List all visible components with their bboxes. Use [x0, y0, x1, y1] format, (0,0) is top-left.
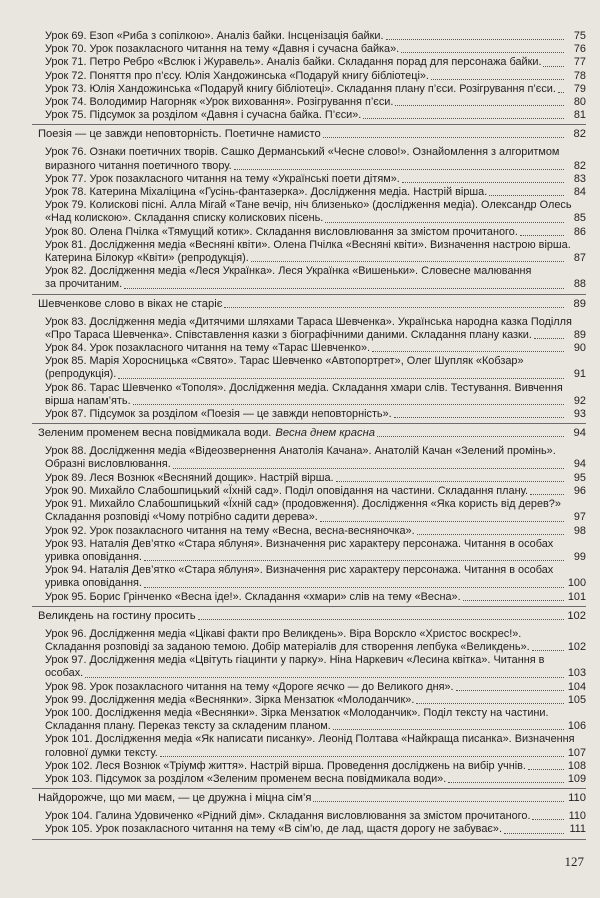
toc-entry — [45, 382, 586, 408]
entry-line: Складання розповіді «Чому потрібно садити дерева». — [45, 511, 318, 524]
entry-list — [32, 628, 586, 786]
entry-page: 87 — [573, 252, 586, 265]
dot-leader — [160, 756, 564, 757]
dot-leader — [133, 404, 564, 405]
entry-last-line — [45, 760, 586, 773]
entry-text — [45, 810, 586, 823]
entry-line: Урок 69. Езоп «Риба з сопілкою». Аналіз байки. Інсценізація байки. — [45, 30, 384, 42]
entry-line: Урок 97. Дослідження медіа «Цвітуть гіацинти у парку». Ніна Наркевич «Лесина квітка». Читання в — [45, 654, 545, 667]
entry-page: 101 — [567, 590, 586, 603]
entry-page: 100 — [567, 577, 586, 590]
entry-text — [45, 694, 586, 707]
entry-last-line — [45, 720, 586, 733]
entry-line: Урок 71. Петро Ребро «Вслюк і Журавель». Аналіз байки. Складання порад для персонажа байки. — [45, 56, 542, 69]
entry-text — [45, 199, 586, 225]
entry-text — [45, 760, 586, 773]
toc-section — [32, 789, 586, 839]
dot-leader — [85, 677, 564, 678]
entry-line: Урок 88. Дослідження медіа «Відеозвернення Анатолія Качана». Анатолій Качан «Зелений промінь». — [45, 445, 556, 458]
entry-line: Урок 91. Михайло Слабошпицький «Їхній сад» (продовження). Дослідження «Яка користь від дерев?» — [45, 498, 561, 511]
entry-last-line — [45, 591, 586, 604]
entry-last-line — [45, 458, 586, 471]
entry-line: Урок 99. Дослідження медіа «Веснянки». Зірка Мензатюк «Молоданчик». — [45, 693, 415, 706]
entry-page: 85 — [573, 212, 586, 225]
dot-leader — [320, 521, 564, 522]
entry-page: 78 — [573, 69, 586, 82]
dot-leader — [333, 729, 564, 730]
toc-entry — [45, 186, 586, 199]
entry-line: вірша напам’ять. — [45, 394, 131, 407]
entry-last-line — [45, 96, 586, 109]
toc-section — [32, 295, 586, 425]
entry-line: Урок 103. Підсумок за розділом «Зеленим променем весна повідмикала води». — [45, 772, 447, 785]
dot-leader — [504, 833, 564, 834]
section-title: Зеленим променем весна повідмикала води. — [38, 427, 272, 440]
entry-page: 84 — [573, 186, 586, 199]
entry-text — [45, 707, 586, 733]
entry-page: 79 — [573, 82, 586, 95]
entry-page: 82 — [573, 159, 586, 172]
entry-last-line — [45, 252, 586, 265]
entry-text — [45, 30, 586, 43]
toc-entry — [45, 485, 586, 498]
entry-last-line — [45, 810, 586, 823]
entry-last-line — [45, 577, 586, 590]
entry-text — [45, 823, 586, 836]
entry-line: головної думки тексту. — [45, 746, 158, 759]
entry-text — [45, 226, 586, 239]
dot-leader — [448, 782, 564, 783]
entry-text — [45, 485, 586, 498]
entry-text — [45, 342, 586, 355]
toc-entry — [45, 773, 586, 786]
entry-text — [45, 186, 586, 199]
section-title: Поезія — це завжди неповторність. Поетичне намисто — [38, 128, 321, 141]
toc-entry — [45, 694, 586, 707]
entry-page: 76 — [573, 43, 586, 56]
dot-leader — [401, 52, 564, 53]
entry-last-line — [45, 395, 586, 408]
entry-text — [45, 445, 586, 471]
entry-line: Урок 75. Підсумок за розділом «Давня і сучасна байка. П’єси». — [45, 109, 362, 122]
entry-text — [45, 83, 586, 96]
entry-last-line — [45, 551, 586, 564]
toc-entry — [45, 707, 586, 733]
dot-leader — [456, 690, 564, 691]
entry-line: Урок 96. Дослідження медіа «Цікаві факти про Великдень». Віра Ворскло «Христос воскрес!». — [45, 627, 522, 640]
toc-entry — [45, 681, 586, 694]
entry-text — [45, 316, 586, 342]
entry-page: 98 — [573, 524, 586, 537]
entry-last-line — [45, 329, 586, 342]
entry-line: уривка оповідання. — [45, 550, 142, 563]
dot-leader — [532, 650, 564, 651]
dot-leader — [363, 118, 564, 119]
entry-text — [45, 472, 586, 485]
entry-line: Урок 93. Наталія Дев’ятко «Стара яблуня». Визначення рис характеру персонажа. Читання в особах — [45, 537, 554, 550]
entry-last-line — [45, 186, 586, 199]
entry-last-line — [45, 408, 586, 421]
toc-entry — [45, 173, 586, 186]
entry-page: 107 — [567, 746, 586, 759]
entry-page: 96 — [573, 484, 586, 497]
entry-line: Урок 83. Дослідження медіа «Дитячими шляхами Тараса Шевченка». Українська народна казка Поділля — [45, 315, 572, 328]
entry-last-line — [45, 773, 586, 786]
dot-leader — [417, 534, 564, 535]
entry-list — [32, 445, 586, 603]
entry-page: 86 — [573, 225, 586, 238]
entry-line: Урок 89. Леся Вознюк «Весняний дощик». Настрій вірша. — [45, 471, 334, 484]
entry-page: 88 — [573, 278, 586, 291]
entry-line: «Над колискою». Складання списку колискових пісень. — [45, 212, 324, 225]
entry-text — [45, 355, 586, 381]
entry-page: 110 — [568, 810, 586, 823]
entry-page: 90 — [573, 342, 586, 355]
dot-leader — [416, 703, 564, 704]
entry-text — [45, 681, 586, 694]
entry-line: Урок 79. Колискові пісні. Алла Мігай «Тане вечір, ніч близенько» (дослідження медіа). Олександр Олесь — [45, 199, 572, 212]
entry-text — [45, 498, 586, 524]
section-title-italic: Весна днем красна — [275, 427, 375, 440]
entry-page: 89 — [573, 328, 586, 341]
entry-page: 80 — [573, 96, 586, 109]
entry-page: 97 — [573, 511, 586, 524]
entry-last-line — [45, 667, 586, 680]
entry-text — [45, 733, 586, 759]
toc-entry — [45, 146, 586, 172]
toc-entry — [45, 628, 586, 654]
entry-text — [45, 654, 586, 680]
table-of-contents — [32, 30, 586, 840]
dot-leader — [543, 66, 564, 67]
toc-entry — [45, 43, 586, 56]
entry-text — [45, 382, 586, 408]
entry-line: (репродукція). — [45, 368, 117, 381]
dot-leader — [325, 222, 564, 223]
toc-entry — [45, 56, 586, 69]
dot-leader — [224, 307, 564, 308]
dot-leader — [402, 182, 564, 183]
toc-section — [32, 30, 586, 125]
entry-text — [45, 773, 586, 786]
entry-page: 83 — [573, 172, 586, 185]
toc-entry — [45, 70, 586, 83]
toc-entry — [45, 472, 586, 485]
entry-last-line — [45, 83, 586, 96]
entry-line: Урок 84. Урок позакласного читання на тему «Тарас Шевченко». — [45, 342, 371, 355]
entry-line: виразного читання поетичного твору. — [45, 159, 232, 172]
entry-text — [45, 628, 586, 654]
entry-last-line — [45, 694, 586, 707]
entry-line: «Про Тараса Шевченка». Співставлення казки з біографічними даними. Складання плану казки. — [45, 328, 532, 341]
toc-entry — [45, 96, 586, 109]
entry-line: за прочитаним. — [45, 278, 123, 291]
entry-last-line — [45, 226, 586, 239]
entry-page: 77 — [573, 56, 586, 69]
entry-text — [45, 525, 586, 538]
section-heading — [32, 296, 586, 316]
entry-page: 92 — [573, 394, 586, 407]
entry-line: Урок 86. Тарас Шевченко «Тополя». Дослідження медіа. Складання хмари слів. Тестування. Вивчення — [45, 381, 563, 394]
entry-page: 104 — [567, 680, 586, 693]
dot-leader — [431, 79, 564, 80]
toc-entry — [45, 538, 586, 564]
entry-last-line — [45, 30, 586, 43]
dot-leader — [386, 39, 564, 40]
entry-text — [45, 43, 586, 56]
dot-leader — [124, 288, 564, 289]
entry-list — [32, 146, 586, 291]
entry-text — [45, 265, 586, 291]
entry-line: Урок 73. Юлія Хандожинська «Подаруй книгу бібліотеці». Складання плану п’єси. Розігрування п’єси. — [45, 82, 556, 95]
section-page: 94 — [573, 427, 586, 440]
entry-text — [45, 70, 586, 83]
entry-line: Урок 72. Поняття про п’єсу. Юлія Хандожинська «Подаруй книгу бібліотеці». — [45, 69, 429, 82]
entry-last-line — [45, 212, 586, 225]
section-title: Великдень на гостину просить — [38, 609, 196, 622]
entry-line: Урок 70. Урок позакласного читання на тему «Давня і сучасна байка». — [45, 43, 400, 56]
entry-last-line — [45, 160, 586, 173]
section-heading — [32, 790, 586, 810]
section-heading — [32, 608, 586, 628]
section-page: 89 — [573, 297, 586, 310]
dot-leader — [520, 235, 564, 236]
section-page: 102 — [567, 609, 586, 622]
entry-text — [45, 538, 586, 564]
entry-line: Урок 85. Марія Хоросницька «Свято». Тарас Шевченко «Автопортрет», Олег Шупляк «Кобзар» — [45, 355, 524, 368]
toc-entry — [45, 525, 586, 538]
dot-leader — [118, 378, 564, 379]
dot-leader — [534, 338, 564, 339]
entry-last-line — [45, 747, 586, 760]
entry-last-line — [45, 511, 586, 524]
entry-list — [32, 810, 586, 836]
toc-entry — [45, 109, 586, 122]
entry-line: Урок 78. Катерина Міхаліцина «Гусінь-фантазерка». Дослідження медіа. Настрій вірша. — [45, 186, 488, 199]
toc-entry — [45, 199, 586, 225]
entry-line: Урок 95. Борис Грінченко «Весна іде!». Складання «хмари» слів на тему «Весна». — [45, 590, 461, 603]
entry-line: Урок 90. Михайло Слабошпицький «Їхній сад». Поділ оповідання на частини. Складання плану. — [45, 484, 528, 497]
toc-entry — [45, 265, 586, 291]
toc-entry — [45, 30, 586, 43]
entry-page: 103 — [567, 667, 586, 680]
toc-entry — [45, 591, 586, 604]
entry-last-line — [45, 525, 586, 538]
entry-last-line — [45, 70, 586, 83]
entry-line: Урок 94. Наталія Дев’ятко «Стара яблуня». Визначення рис характеру персонажа. Читання в особах — [45, 564, 554, 577]
section-heading — [32, 425, 586, 445]
dot-leader — [372, 351, 564, 352]
entry-list — [32, 316, 586, 422]
dot-leader — [395, 105, 564, 106]
entry-last-line — [45, 43, 586, 56]
toc-entry — [45, 83, 586, 96]
toc-entry — [45, 564, 586, 590]
entry-page: 94 — [573, 458, 586, 471]
dot-leader — [323, 137, 564, 138]
toc-entry — [45, 355, 586, 381]
entry-text — [45, 96, 586, 109]
toc-section — [32, 424, 586, 606]
entry-page: 108 — [567, 759, 586, 772]
entry-page: 111 — [569, 823, 586, 836]
entry-text — [45, 109, 586, 122]
entry-page: 93 — [573, 408, 586, 421]
dot-leader — [336, 481, 564, 482]
entry-page: 106 — [567, 720, 586, 733]
entry-list — [32, 30, 586, 122]
toc-entry — [45, 342, 586, 355]
entry-line: Урок 77. Урок позакласного читання на тему «Українські поети дітям». — [45, 172, 400, 185]
toc-entry — [45, 239, 586, 265]
entry-page: 99 — [573, 550, 586, 563]
toc-entry — [45, 408, 586, 421]
entry-page: 81 — [573, 109, 586, 122]
entry-page: 102 — [567, 640, 586, 653]
entry-page: 105 — [567, 693, 586, 706]
toc-entry — [45, 760, 586, 773]
dot-leader — [198, 619, 564, 620]
dot-leader — [377, 436, 564, 437]
entry-line: Урок 76. Ознаки поетичних творів. Сашко Дерманський «Чесне слово!». Ознайомлення з алгоритмом — [45, 146, 560, 159]
toc-entry — [45, 823, 586, 836]
toc-entry — [45, 810, 586, 823]
entry-last-line — [45, 368, 586, 381]
entry-line: уривка оповідання. — [45, 577, 142, 590]
page-number: 127 — [564, 854, 584, 869]
entry-last-line — [45, 641, 586, 654]
entry-last-line — [45, 681, 586, 694]
entry-last-line — [45, 485, 586, 498]
entry-text — [45, 146, 586, 172]
dot-leader — [313, 801, 564, 802]
dot-leader — [463, 600, 564, 601]
dot-leader — [489, 195, 564, 196]
entry-text — [45, 408, 586, 421]
dot-leader — [558, 92, 564, 93]
toc-entry — [45, 654, 586, 680]
entry-line: Урок 98. Урок позакласного читання на тему «Дороге яєчко — до Великого дня». — [45, 680, 454, 693]
entry-line: Образні висловлювання. — [45, 458, 171, 471]
entry-line: Урок 102. Леся Вознюк «Тріумф життя». Настрій вірша. Проведення досліджень на вибір учнів. — [45, 759, 526, 772]
toc-section — [32, 607, 586, 789]
entry-text — [45, 239, 586, 265]
entry-last-line — [45, 342, 586, 355]
entry-text — [45, 591, 586, 604]
entry-line: Складання плану. Переказ тексту за складеним планом. — [45, 720, 331, 733]
entry-line: Урок 100. Дослідження медіа «Веснянки». Зірка Мензатюк «Молоданчик». Поділ тексту на частини. — [45, 706, 549, 719]
entry-line: Урок 80. Олена Пчілка «Тямущий котик». Складання висловлювання за змістом прочитаного. — [45, 225, 518, 238]
entry-line: Урок 104. Галина Удовиченко «Рідний дім». Складання висловлювання за змістом прочитаного. — [45, 810, 531, 823]
section-heading — [32, 126, 586, 146]
entry-text — [45, 173, 586, 186]
dot-leader — [144, 560, 564, 561]
dot-leader — [144, 587, 564, 588]
entry-line: Урок 81. Дослідження медіа «Весняні квіти». Олена Пчілка «Весняні квіти». Визначення настрою вірша. — [45, 238, 571, 251]
section-title: Шевченкове слово в віках не старіє — [38, 297, 223, 310]
entry-text — [45, 564, 586, 590]
entry-line: Урок 92. Урок позакласного читання на тему «Весна, весна-весняночка». — [45, 524, 415, 537]
entry-last-line — [45, 173, 586, 186]
entry-last-line — [45, 472, 586, 485]
toc-entry — [45, 316, 586, 342]
entry-text — [45, 56, 586, 69]
toc-entry — [45, 445, 586, 471]
toc-entry — [45, 733, 586, 759]
dot-leader — [532, 819, 564, 820]
entry-page: 91 — [573, 368, 586, 381]
entry-line: Урок 87. Підсумок за розділом «Поезія — це завжди неповторність». — [45, 408, 392, 421]
dot-leader — [234, 169, 564, 170]
dot-leader — [528, 769, 564, 770]
entry-last-line — [45, 109, 586, 122]
entry-line: особах. — [45, 667, 84, 680]
entry-last-line — [45, 278, 586, 291]
entry-line: Складання розповіді за заданою темою. Добір матеріалів для створення лепбука «Великдень». — [45, 640, 530, 653]
entry-line: Катерина Білокур «Квіти» (репродукція). — [45, 252, 249, 265]
entry-page: 75 — [573, 30, 586, 42]
toc-entry — [45, 498, 586, 524]
entry-line: Урок 82. Дослідження медіа «Леся Українка». Леся Українка «Вишеньки». Словесне малювання — [45, 265, 532, 278]
toc-entry — [45, 226, 586, 239]
section-page: 110 — [568, 792, 586, 805]
entry-page: 95 — [573, 471, 586, 484]
entry-line: Урок 101. Дослідження медіа «Як написати писанку». Леонід Полтава «Найкраща писанка». Визначення — [45, 733, 575, 746]
entry-page: 109 — [567, 772, 586, 785]
dot-leader — [173, 468, 564, 469]
section-page: 82 — [573, 128, 586, 141]
section-title: Найдорожче, що ми маєм, — це дружна і міцна сім’я — [38, 792, 312, 805]
entry-last-line — [45, 823, 586, 836]
entry-line: Урок 105. Урок позакласного читання на тему «В сім’ю, де лад, щастя дорогу не забуває». — [45, 823, 503, 836]
entry-line: Урок 74. Володимир Нагорняк «Урок виховання». Розігрування п’єси. — [45, 96, 394, 109]
entry-last-line — [45, 56, 586, 69]
dot-leader — [530, 494, 564, 495]
toc-section — [32, 125, 586, 294]
dot-leader — [251, 261, 564, 262]
dot-leader — [394, 417, 564, 418]
